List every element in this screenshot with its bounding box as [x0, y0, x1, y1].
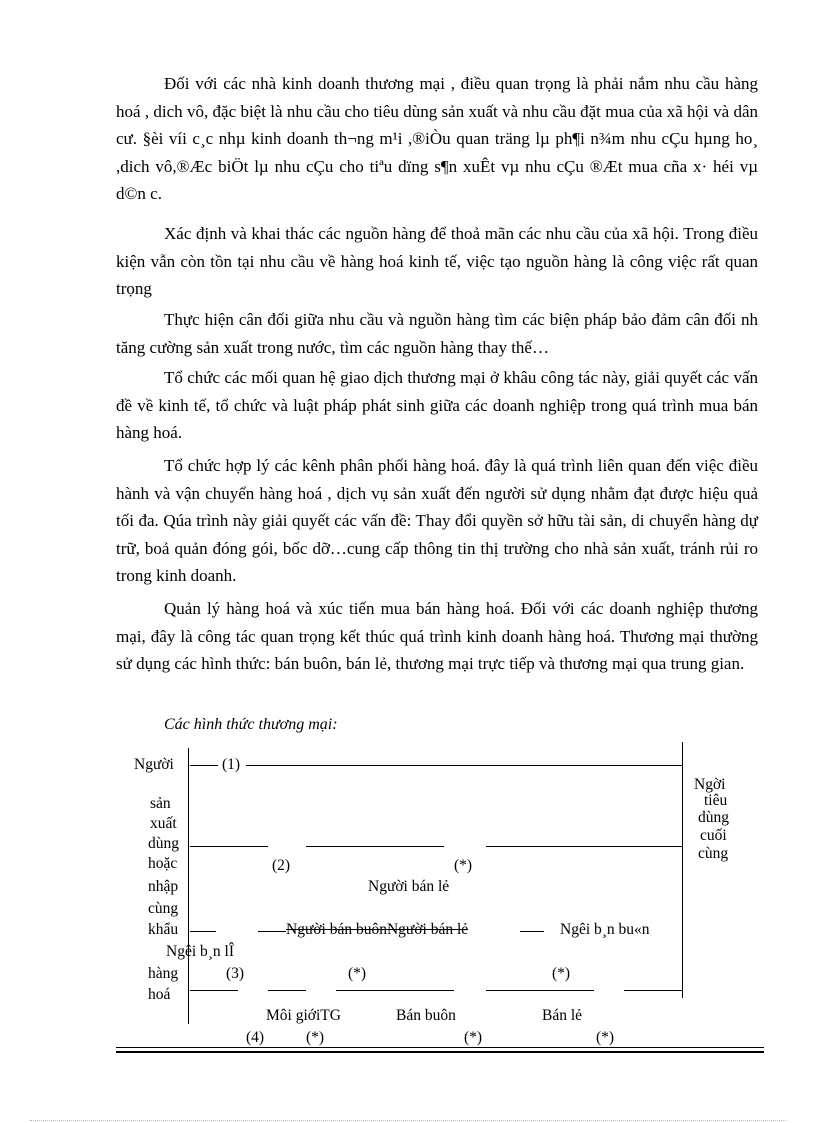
channel-line-4c	[336, 990, 454, 991]
page-edge-dotted-line	[30, 1120, 786, 1121]
right-label-dung: dùng	[698, 809, 729, 826]
broker-label: Môi giớiTG	[266, 1007, 341, 1024]
channel-line-4e	[624, 990, 682, 991]
right-label-cuoi: cuối	[700, 827, 727, 844]
left-label-hoa: hoá	[148, 986, 171, 1003]
channel-number-3: (3)	[226, 965, 245, 982]
channel-number-2: (2)	[272, 857, 291, 874]
channel-line-2b	[306, 846, 444, 847]
paragraph-3: Thực hiện cân đối giữa nhu cầu và nguồn hàng tìm các biện pháp bảo đảm cân đối nh tăng cường sản xuất trong nước, tìm các nguồn hàng thay thế…	[116, 310, 758, 357]
channel-number-4: (4)	[246, 1029, 265, 1046]
channel-line-2c	[486, 846, 682, 847]
paragraph-1: Đối với các nhà kinh doanh thương mại , điều quan trọng là phải nắm nhu cầu hàng hoá , dich vô, đặc biệt là nhu cầu cho tiêu dùng sản xuất và nhu cầu đặt mua của xã hội và dân cư. §èi víi c¸c nhµ kinh doanh th¬ng m¹i ,®iÒu quan träng lµ ph¶i n¾m nhu cÇu hµng ho¸ ,dich vô,®Æc biÖt lµ nhu cÇu cho tiªu dïng s¶n xuÊt vµ nhu cÇu ®Æt mua cña x· héi vµ d©n c.	[116, 74, 758, 203]
channel-line-4b	[268, 990, 306, 991]
channel-line-3c	[520, 931, 544, 932]
channel-line-4d	[486, 990, 594, 991]
channel-number-1: (1)	[222, 756, 241, 773]
right-label-cung: cùng	[698, 845, 729, 862]
diagram-caption: Các hình thức thương mại:	[164, 716, 338, 733]
left-label-khau: khẩu	[148, 921, 179, 938]
retailer-left-label: Ngêi b¸n lÎ	[166, 943, 235, 960]
retailer-label: Người bán lẻ	[368, 878, 450, 895]
footer-rule-bottom	[116, 1051, 764, 1053]
paragraph-6: Quản lý hàng hoá và xúc tiến mua bán hàng hoá. Đối với các doanh nghiệp thương mại, đây là công tác quan trọng kết thúc quá trình kinh doanh hàng hoá. Thương mại thường sử dụng các hình thức: bán buôn, bán lẻ, thương mại trực tiếp và thương mại qua trung gian.	[116, 599, 758, 673]
left-label-san: sản	[150, 795, 171, 812]
star-marker-bottom-a: (*)	[306, 1029, 325, 1046]
paragraph-5: Tổ chức hợp lý các kênh phân phối hàng hoá. đây là quá trình liên quan đến việc điều hành và vận chuyển hàng hoá , dịch vụ sản xuất đến người sử dụng nhằm đạt được hiệu quả tối đa. Qúa trình này giải quyết các vấn đề: Thay đổi quyền sở hữu tài sản, di chuyển hàng dự trữ, boả quản đóng gói, bốc dỡ…cung cấp thông tin thị trường cho nhà sản xuất, tránh rủi ro trong kinh doanh.	[116, 456, 758, 585]
channel-line-3a	[190, 931, 216, 932]
left-label-nguoi: Người	[134, 756, 174, 773]
left-border-line	[188, 748, 189, 1024]
left-label-nhap: nhập	[148, 878, 179, 895]
paragraph-4: Tổ chức các mối quan hệ giao dịch thương mại ở khâu công tác này, giải quyết các vấn đề về kinh tế, tổ chức và luật pháp phát sinh giữa các doanh nghiệp trong quá trình mua bán hàng hoá.	[116, 368, 758, 442]
star-marker-row4b: (*)	[552, 965, 571, 982]
star-marker-row4a: (*)	[348, 965, 367, 982]
star-marker-bottom-b: (*)	[464, 1029, 483, 1046]
left-label-hang: hàng	[148, 965, 179, 982]
star-marker-bottom-c: (*)	[596, 1029, 615, 1046]
left-label-xuat: xuất	[150, 815, 177, 832]
right-border-line	[682, 742, 683, 998]
struck-intermediaries-label: Người bán buônNgười bán lẻ	[286, 921, 469, 938]
channel-line-4a	[190, 990, 238, 991]
left-label-cung: cùng	[148, 900, 179, 917]
channel-line-1b	[246, 765, 682, 766]
channel-line-2a	[190, 846, 268, 847]
channel-line-3b	[258, 931, 286, 932]
star-marker-row2: (*)	[454, 857, 473, 874]
right-label-ngoi: Ngời	[694, 776, 726, 793]
left-label-dung: dùng	[148, 835, 179, 852]
channel-line-1a	[190, 765, 218, 766]
paragraph-2: Xác định và khai thác các nguồn hàng để thoả mãn các nhu cầu của xã hội. Trong điều kiện vẫn còn tồn tại nhu cầu về hàng hoá kinh tế, việc tạo nguồn hàng là công việc rất quan trọng	[116, 224, 758, 298]
wholesaler-right-label: Ngêi b¸n bu«n	[560, 921, 650, 938]
footer-rule-top	[116, 1047, 764, 1048]
right-label-tieu: tiêu	[704, 792, 728, 809]
retail-label: Bán lẻ	[542, 1007, 583, 1024]
left-label-hoac: hoặc	[148, 855, 178, 872]
wholesale-label: Bán buôn	[396, 1007, 456, 1024]
